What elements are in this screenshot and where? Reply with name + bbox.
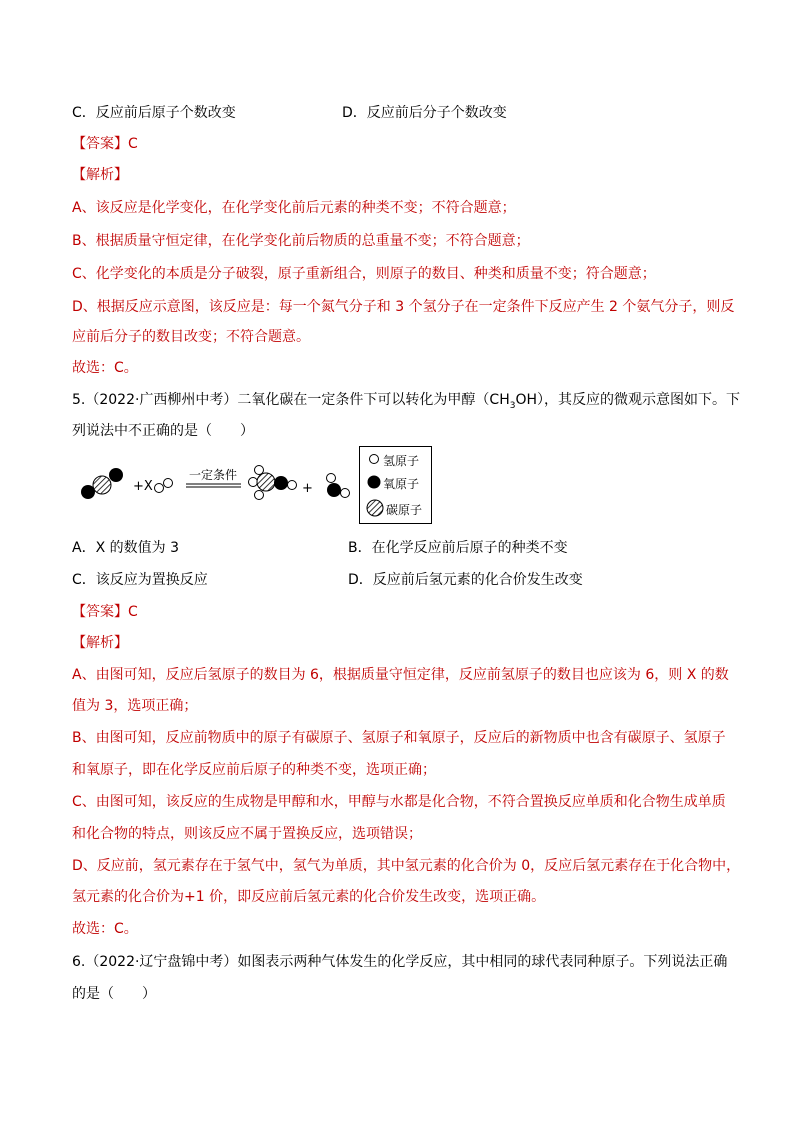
oxygen-atom (274, 476, 288, 490)
answer-label: 【答案】 (72, 136, 128, 152)
q4-analysis-line: 应前后分子的数目改变；不符合题意。 (72, 329, 310, 345)
legend-oxygen: 氧原子 (383, 477, 420, 491)
oxygen-atom (327, 483, 341, 497)
oxygen-legend-icon (367, 475, 381, 489)
answer-label: 【答案】 (72, 604, 128, 620)
q5-option-a: A．X 的数值为 3 (72, 540, 179, 556)
hydrogen-legend-icon (368, 453, 380, 465)
q5-analysis-line: B、由图可知，反应前物质中的原子有碳原子、氢原子和氧原子，反应后的新物质中也含有碳原子、氢原子 (72, 730, 726, 746)
oxygen-atom (109, 468, 123, 482)
q5-option-b: B．在化学反应前后原子的种类不变 (348, 540, 568, 556)
q5-stem-line2: 列说法中不正确的是（ ） (72, 423, 254, 439)
q5-answer (72, 601, 138, 621)
legend-hydrogen: 氢原子 (383, 454, 420, 468)
hydrogen-atom (255, 466, 264, 475)
q4-analysis-line: A、该反应是化学变化，在化学变化前后元素的种类不变；不符合题意； (72, 200, 516, 216)
hydrogen-atom (341, 489, 350, 498)
condition-label: 一定条件 (189, 468, 238, 482)
hydrogen-atom (249, 478, 258, 487)
q5-analysis-line: 和化合物的特点，则该反应不属于置换反应，选项错误； (72, 826, 422, 842)
reaction-diagram (78, 448, 368, 508)
hydrogen-atom (288, 481, 297, 490)
q5-analysis-line: 和氧原子，即在化学反应前后原子的种类不变，选项正确； (72, 762, 436, 778)
q5-analysis-line: D、反应前，氢元素存在于氢气中，氢气为单质，其中氢元素的化合价为 0，反应后氢元素存在于化合物中， (72, 858, 741, 874)
answer-value: C (128, 604, 138, 620)
q5-conclusion: 故选：C。 (72, 921, 138, 937)
q4-analysis-line: D、根据反应示意图，该反应是：每一个氮气分子和 3 个氢分子在一定条件下反应产生 2 个氨气分子，则反 (72, 299, 735, 315)
water-molecule (327, 474, 350, 498)
q6-stem-line2: 的是（ ） (72, 986, 156, 1002)
q4-analysis-line: C、化学变化的本质是分子破裂，原子重新组合，则原子的数目、种类和质量不变；符合题意； (72, 266, 656, 282)
h2-molecule (155, 479, 173, 493)
q5-option-d: D．反应前后氢元素的化合价发生改变 (348, 572, 583, 588)
q4-option-d: D．反应前后分子个数改变 (342, 105, 507, 121)
q5-analysis-label: 【解析】 (72, 635, 128, 651)
q6-stem-line1: 6.（2022·辽宁盘锦中考）如图表示两种气体发生的化学反应，其中相同的球代表同种原子。下列说法正确 (72, 954, 728, 970)
q5-stem-line1 (72, 389, 740, 409)
legend-carbon: 碳原子 (386, 503, 423, 517)
q5-analysis-line: 氢元素的化合价为+1 价，即反应前后氢元素的化合价发生改变，选项正确。 (72, 889, 546, 905)
q5-analysis-line: A、由图可知，反应后氢原子的数目为 6，根据质量守恒定律，反应前氢原子的数目也应该为 6，则 X 的数 (72, 667, 729, 683)
carbon-atom (257, 473, 275, 491)
answer-value: C (128, 136, 138, 152)
hydrogen-atom (327, 474, 336, 483)
q4-option-c: C．反应前后原子个数改变 (72, 105, 236, 121)
q5-stem-prefix: 5.（2022·广西柳州中考）二氧化碳在一定条件下可以转化为甲醇（CH (72, 392, 510, 408)
q5-option-c: C．该反应为置换反应 (72, 572, 208, 588)
q4-analysis-line: B、根据质量守恒定律，在化学变化前后物质的总重量不变；不符合题意； (72, 233, 530, 249)
hydrogen-atom (255, 491, 264, 500)
q5-stem-subscript: 3 (509, 400, 516, 411)
hydrogen-atom (164, 479, 173, 488)
plus-x-label: +X (133, 479, 153, 494)
methanol-molecule (249, 466, 297, 500)
q4-analysis-label: 【解析】 (72, 167, 128, 183)
hydrogen-atom (155, 484, 164, 493)
q4-conclusion: 故选：C。 (72, 360, 138, 376)
carbon-legend-icon (365, 499, 385, 517)
q5-stem-suffix: OH），其反应的微观示意图如下。下 (515, 392, 741, 408)
q4-answer (72, 133, 138, 153)
atom-legend (359, 446, 432, 524)
plus-label: + (302, 481, 313, 496)
q5-analysis-line: C、由图可知，该反应的生成物是甲醇和水，甲醇与水都是化合物，不符合置换反应单质和化合物生成单质 (72, 794, 726, 810)
co2-molecule (81, 468, 123, 499)
q5-analysis-line: 值为 3，选项正确； (72, 698, 198, 714)
carbon-atom (93, 476, 111, 494)
